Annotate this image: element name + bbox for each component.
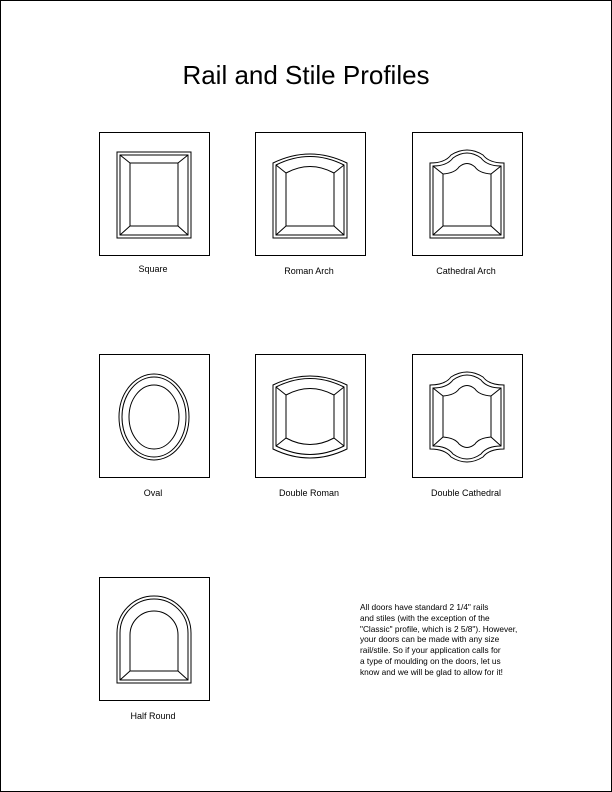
square-profile-card bbox=[99, 132, 210, 256]
rail-stile-note bbox=[360, 602, 550, 678]
half-round-door-drawing bbox=[100, 578, 209, 700]
double-roman-door-drawing bbox=[256, 355, 365, 477]
caption-square: Square bbox=[138, 264, 168, 274]
note-line: know and we will be glad to allow for it! bbox=[360, 666, 503, 677]
caption-oval: Oval bbox=[143, 488, 163, 498]
caption-double-roman: Double Roman bbox=[278, 488, 340, 498]
note-line: a type of moulding on the doors, let us bbox=[360, 655, 501, 666]
oval-profile-card bbox=[99, 354, 210, 478]
half-round-profile-card bbox=[99, 577, 210, 701]
square-door-drawing bbox=[100, 133, 209, 255]
caption-half-round: Half Round bbox=[130, 711, 176, 721]
oval-door-drawing bbox=[100, 355, 209, 477]
note-line: rail/stile. So if your application calls for bbox=[360, 645, 501, 656]
cathedral-arch-profile-card bbox=[412, 132, 523, 256]
roman-arch-profile-card bbox=[255, 132, 366, 256]
double-cathedral-profile-card bbox=[412, 354, 523, 478]
caption-roman-arch: Roman Arch bbox=[284, 266, 334, 276]
cathedral-arch-door-drawing bbox=[413, 133, 522, 255]
caption-cathedral-arch: Cathedral Arch bbox=[436, 266, 496, 276]
note-line: "Classic" profile, which is 2 5/8"). However, bbox=[360, 623, 518, 634]
page-title: Rail and Stile Profiles bbox=[182, 60, 430, 90]
double-roman-profile-card bbox=[255, 354, 366, 478]
note-line: All doors have standard 2 1/4" rails bbox=[360, 602, 489, 612]
caption-double-cathedral: Double Cathedral bbox=[430, 488, 502, 498]
roman-arch-door-drawing bbox=[256, 133, 365, 255]
note-line: your doors can be made with any size bbox=[360, 634, 500, 645]
double-cathedral-door-drawing bbox=[413, 355, 522, 477]
note-line: and stiles (with the exception of the bbox=[360, 612, 490, 623]
